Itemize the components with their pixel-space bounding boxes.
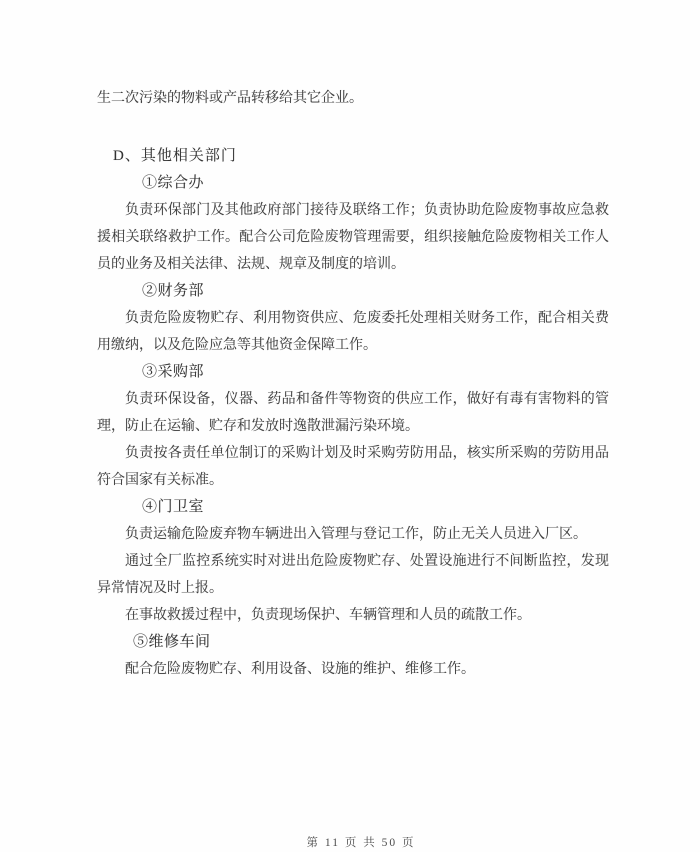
- paragraph-finance-dept-duties: 负责危险废物贮存、利用物资供应、危废委托处理相关财务工作，配合相关费用缴纳，以及危险应急等其他资金保障工作。: [97, 311, 609, 353]
- paragraph-intro: 生二次污染的物料或产品转移给其它企业。: [97, 91, 363, 106]
- paragraph-maintenance-workshop-duties: 配合危险废物贮存、利用设备、设施的维护、维修工作。: [125, 662, 475, 677]
- subsection-heading-procurement-dept: ③采购部: [142, 364, 205, 380]
- subsection-heading-gatehouse: ④门卫室: [142, 499, 205, 515]
- subsection-heading-maintenance-workshop: ⑤维修车间: [133, 634, 211, 650]
- paragraph-procurement-supply-duties: 负责环保设备，仪器、药品和备件等物资的供应工作，做好有毒有害物料的管理，防止在运输、贮存和发放时逸散泄漏污染环境。: [97, 392, 609, 434]
- subsection-heading-general-office: ①综合办: [142, 175, 205, 191]
- section-heading-other-departments: D、其他相关部门: [113, 148, 237, 164]
- paragraph-gatehouse-rescue-duties: 在事故救援过程中，负责现场保护、车辆管理和人员的疏散工作。: [125, 608, 531, 623]
- page-number-footer: 第 11 页 共 50 页: [306, 837, 416, 849]
- paragraph-gatehouse-vehicle-registration: 负责运输危险废弃物车辆进出入管理与登记工作，防止无关人员进入厂区。: [125, 527, 587, 542]
- paragraph-gatehouse-monitoring: 通过全厂监控系统实时对进出危险废物贮存、处置设施进行不间断监控，发现异常情况及时上报。: [97, 554, 609, 596]
- paragraph-general-office-duties: 负责环保部门及其他政府部门接待及联络工作；负责协助危险废物事故应急救援相关联络救护工作。配合公司危险废物管理需要，组织接触危险废物相关工作人员的业务及相关法律、法规、规章及制度的培训。: [97, 203, 609, 272]
- subsection-heading-finance-dept: ②财务部: [142, 283, 205, 299]
- document-content: [97, 85, 609, 683]
- paragraph-procurement-ppe-duties: 负责按各责任单位制订的采购计划及时采购劳防用品，核实所采购的劳防用品符合国家有关标准。: [97, 446, 609, 488]
